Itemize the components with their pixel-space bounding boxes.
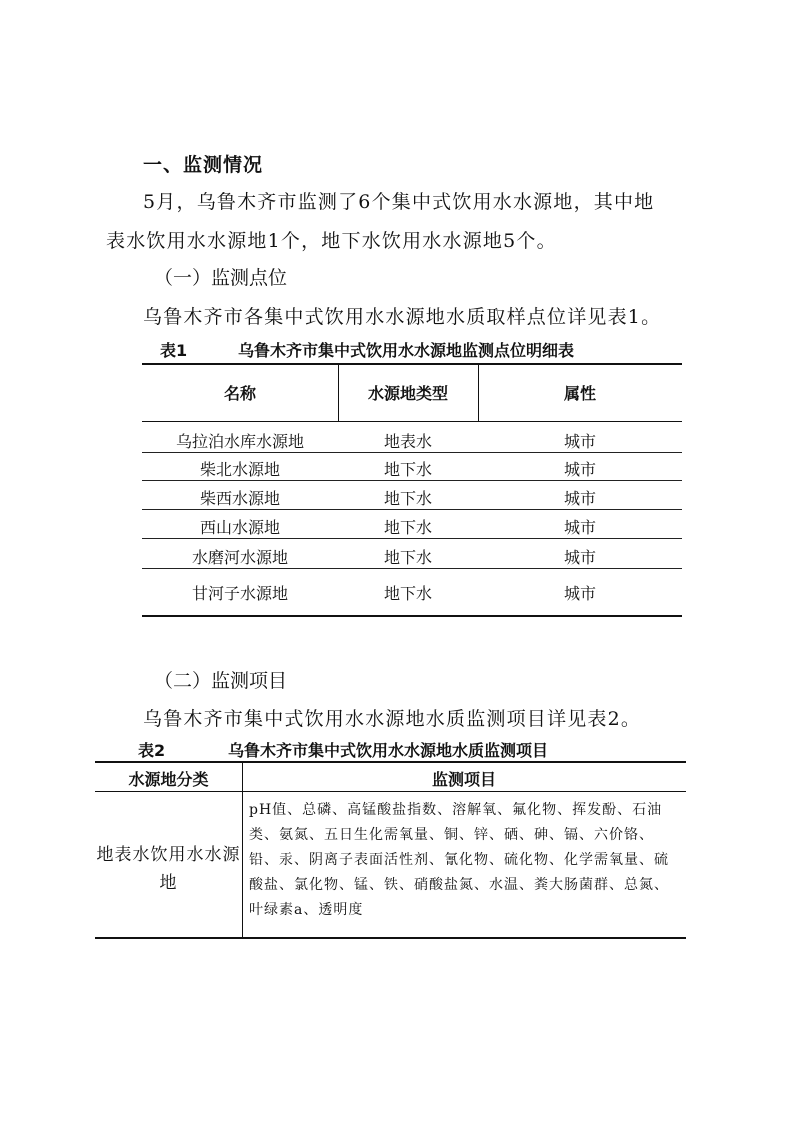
- row-rule: [142, 509, 682, 510]
- table2-caption-number: 表2: [138, 741, 166, 760]
- table2-header-rule: [95, 791, 686, 792]
- table2-bottom-rule: [95, 937, 686, 939]
- cell-type: 地下水: [383, 460, 432, 479]
- table-row: [142, 482, 682, 510]
- table-row: [142, 453, 682, 481]
- cell-name: 柴西水源地: [199, 489, 280, 508]
- cell-name: 西山水源地: [199, 518, 280, 537]
- items-paragraph: 乌鲁木齐市集中式饮用水水源地水质监测项目详见表2。: [143, 708, 642, 730]
- cell-name: 柴北水源地: [199, 460, 280, 479]
- table2-caption-title: 乌鲁木齐市集中式饮用水水源地水质监测项目: [228, 741, 549, 760]
- cell-type: 地表水: [383, 432, 432, 451]
- table1-bottom-rule: [142, 615, 682, 617]
- intro-line-1: 5月，乌鲁木齐市监测了6个集中式饮用水水源地，其中地: [143, 191, 655, 213]
- cell-type: 地下水: [383, 518, 432, 537]
- cell-attribute: 城市: [563, 489, 596, 508]
- cell-attribute: 城市: [563, 584, 596, 603]
- table2-header-items: 监测项目: [431, 770, 496, 789]
- row-rule: [142, 538, 682, 539]
- table1-header-rule: [142, 421, 682, 422]
- cell-type: 地下水: [383, 584, 432, 603]
- section-heading: 一、监测情况: [143, 154, 264, 176]
- table1: [142, 363, 682, 618]
- table-row: [142, 541, 682, 569]
- subsection-heading-items: （二）监测项目: [154, 670, 288, 692]
- table-row: [142, 511, 682, 539]
- table1-top-rule: [142, 363, 682, 365]
- table2-category-cell: 地表水饮用水水源地: [96, 845, 241, 893]
- table2-items-cell: pH值、总磷、高锰酸盐指数、溶解氧、氟化物、挥发酚、石油类、氨氮、五日生化需氧量、铜、锌、硒、砷、镉、六价铬、铅、汞、阴离子表面活性剂、氰化物、硫化物、化学需氧量、硫酸盐、氯化物、锰、铁、硝酸盐氮、水温、粪大肠菌群、总氮、叶绿素a、透明度: [249, 802, 669, 918]
- cell-attribute: 城市: [563, 432, 596, 451]
- cell-name: 水磨河水源地: [191, 548, 288, 567]
- cell-type: 地下水: [383, 489, 432, 508]
- table-row: [142, 425, 682, 453]
- table1-header-attribute: 属性: [563, 384, 596, 403]
- cell-attribute: 城市: [563, 518, 596, 537]
- table1-caption-title: 乌鲁木齐市集中式饮用水水源地监测点位明细表: [238, 341, 575, 360]
- intro-line-2: 表水饮用水水源地1个，地下水饮用水水源地5个。: [106, 230, 557, 252]
- cell-attribute: 城市: [563, 460, 596, 479]
- table2-top-rule: [95, 761, 686, 763]
- cell-name: 乌拉泊水库水源地: [175, 432, 304, 451]
- row-rule: [142, 480, 682, 481]
- table1-header-type: 水源地类型: [367, 384, 448, 403]
- table2: [95, 761, 686, 941]
- points-paragraph: 乌鲁木齐市各集中式饮用水水源地水质取样点位详见表1。: [143, 306, 662, 328]
- table1-header-name: 名称: [223, 384, 256, 403]
- table1-caption-number: 表1: [160, 341, 188, 360]
- table-row: [142, 577, 682, 605]
- cell-name: 甘河子水源地: [191, 584, 288, 603]
- cell-attribute: 城市: [563, 548, 596, 567]
- subsection-heading-points: （一）监测点位: [154, 267, 288, 289]
- row-rule: [142, 568, 682, 569]
- cell-type: 地下水: [383, 548, 432, 567]
- table2-header-category: 水源地分类: [128, 770, 209, 789]
